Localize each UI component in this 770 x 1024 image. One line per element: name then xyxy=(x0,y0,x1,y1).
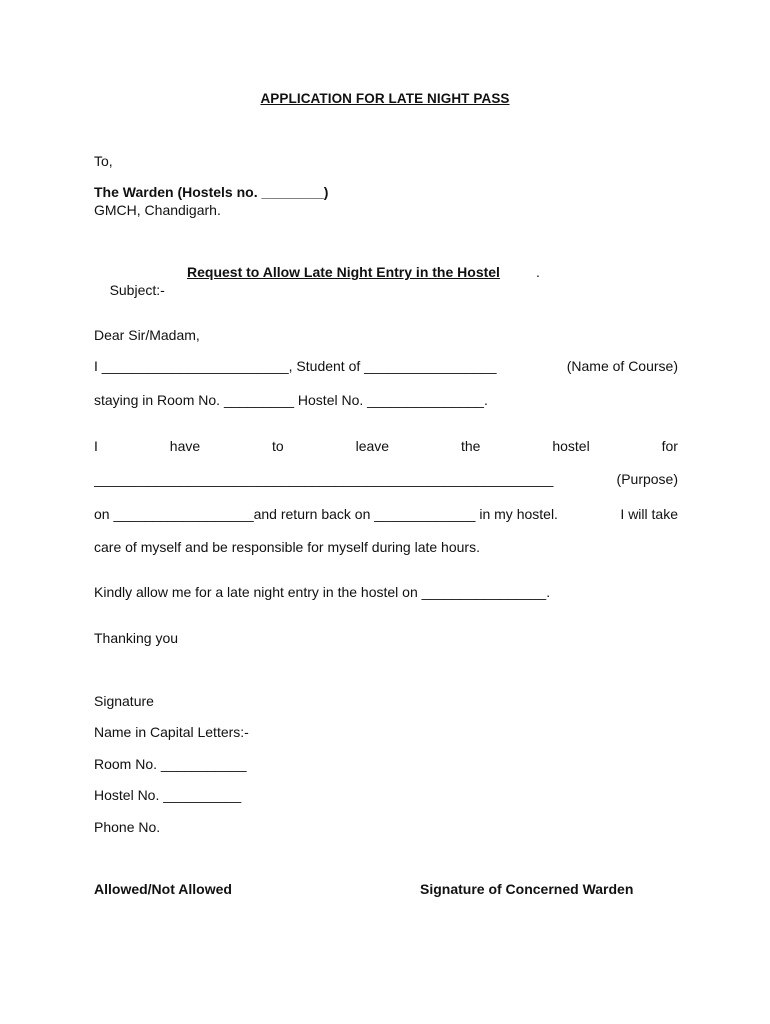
hostel-label: Hostel No. __________ xyxy=(94,787,242,803)
subject-text: Request to Allow Late Night Entry in the Hostel xyxy=(187,264,500,280)
closing: Thanking you xyxy=(94,630,179,646)
salutation: Dear Sir/Madam, xyxy=(94,327,200,343)
word: have xyxy=(169,438,201,454)
subject-period: . xyxy=(536,264,540,280)
body-line-1-course: (Name of Course) xyxy=(566,358,678,374)
body-line-1: I ________________________, Student of _________________ xyxy=(94,358,497,374)
phone-label: Phone No. xyxy=(94,819,161,835)
signature-label: Signature xyxy=(94,693,154,709)
body-line-5: on __________________and return back on _____________ in my hostel. xyxy=(94,506,558,522)
recipient-college: GMCH, Chandigarh. xyxy=(94,202,221,218)
body-line-2: staying in Room No. _________ Hostel No. _______________. xyxy=(94,392,488,408)
word: I xyxy=(94,438,98,454)
page-title: APPLICATION FOR LATE NIGHT PASS xyxy=(260,91,510,106)
purpose-label: (Purpose) xyxy=(616,471,678,487)
name-label: Name in Capital Letters:- xyxy=(94,724,249,740)
warden-signature-label: Signature of Concerned Warden xyxy=(420,881,634,897)
word: hostel xyxy=(552,438,590,454)
allowed-status: Allowed/Not Allowed xyxy=(94,881,232,897)
word: to xyxy=(272,438,284,454)
recipient-warden: The Warden (Hostels no. ________) xyxy=(94,184,329,200)
word: for xyxy=(661,438,678,454)
word: the xyxy=(460,438,481,454)
room-label: Room No. ___________ xyxy=(94,756,247,772)
request-line: Kindly allow me for a late night entry in the hostel on ________________. xyxy=(94,584,551,600)
purpose-blank: ___________________________________________________________ xyxy=(94,471,554,487)
subject-label: Subject:- xyxy=(109,282,165,298)
recipient-to: To, xyxy=(94,153,113,169)
body-line-6: care of myself and be responsible for myself during late hours. xyxy=(94,539,480,555)
body-line-5-end: I will take xyxy=(620,506,678,522)
body-line-3 xyxy=(94,437,678,455)
word: leave xyxy=(355,438,390,454)
